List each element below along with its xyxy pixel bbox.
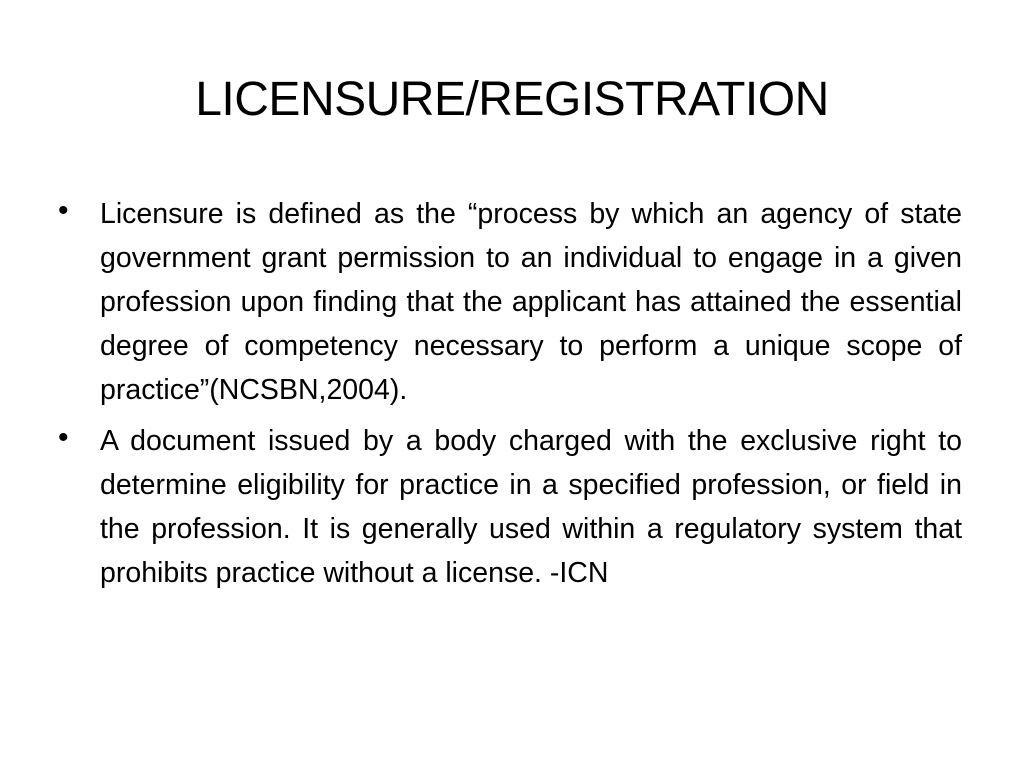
bullet-list <box>58 192 962 602</box>
bullet-item-document-definition <box>58 419 962 595</box>
bullet-marker: • <box>58 194 69 227</box>
bullet-item-licensure-definition <box>58 192 962 412</box>
bullet-text: A document issued by a body charged with the exclusive right to determine eligibility for practice in a specified profession, or field in the profession. It is generally used within a regulatory system that prohibits practice without a license. -ICN <box>100 425 962 589</box>
bullet-text: Licensure is defined as the “process by which an agency of state government grant permission to an individual to engage in a given profession upon finding that the applicant has attained the essential degree of competency necessary to perform a unique scope of practice”(NCSBN,2004). <box>100 198 962 406</box>
slide-title: LICENSURE/REGISTRATION <box>195 73 829 126</box>
bullet-marker: • <box>58 421 69 454</box>
